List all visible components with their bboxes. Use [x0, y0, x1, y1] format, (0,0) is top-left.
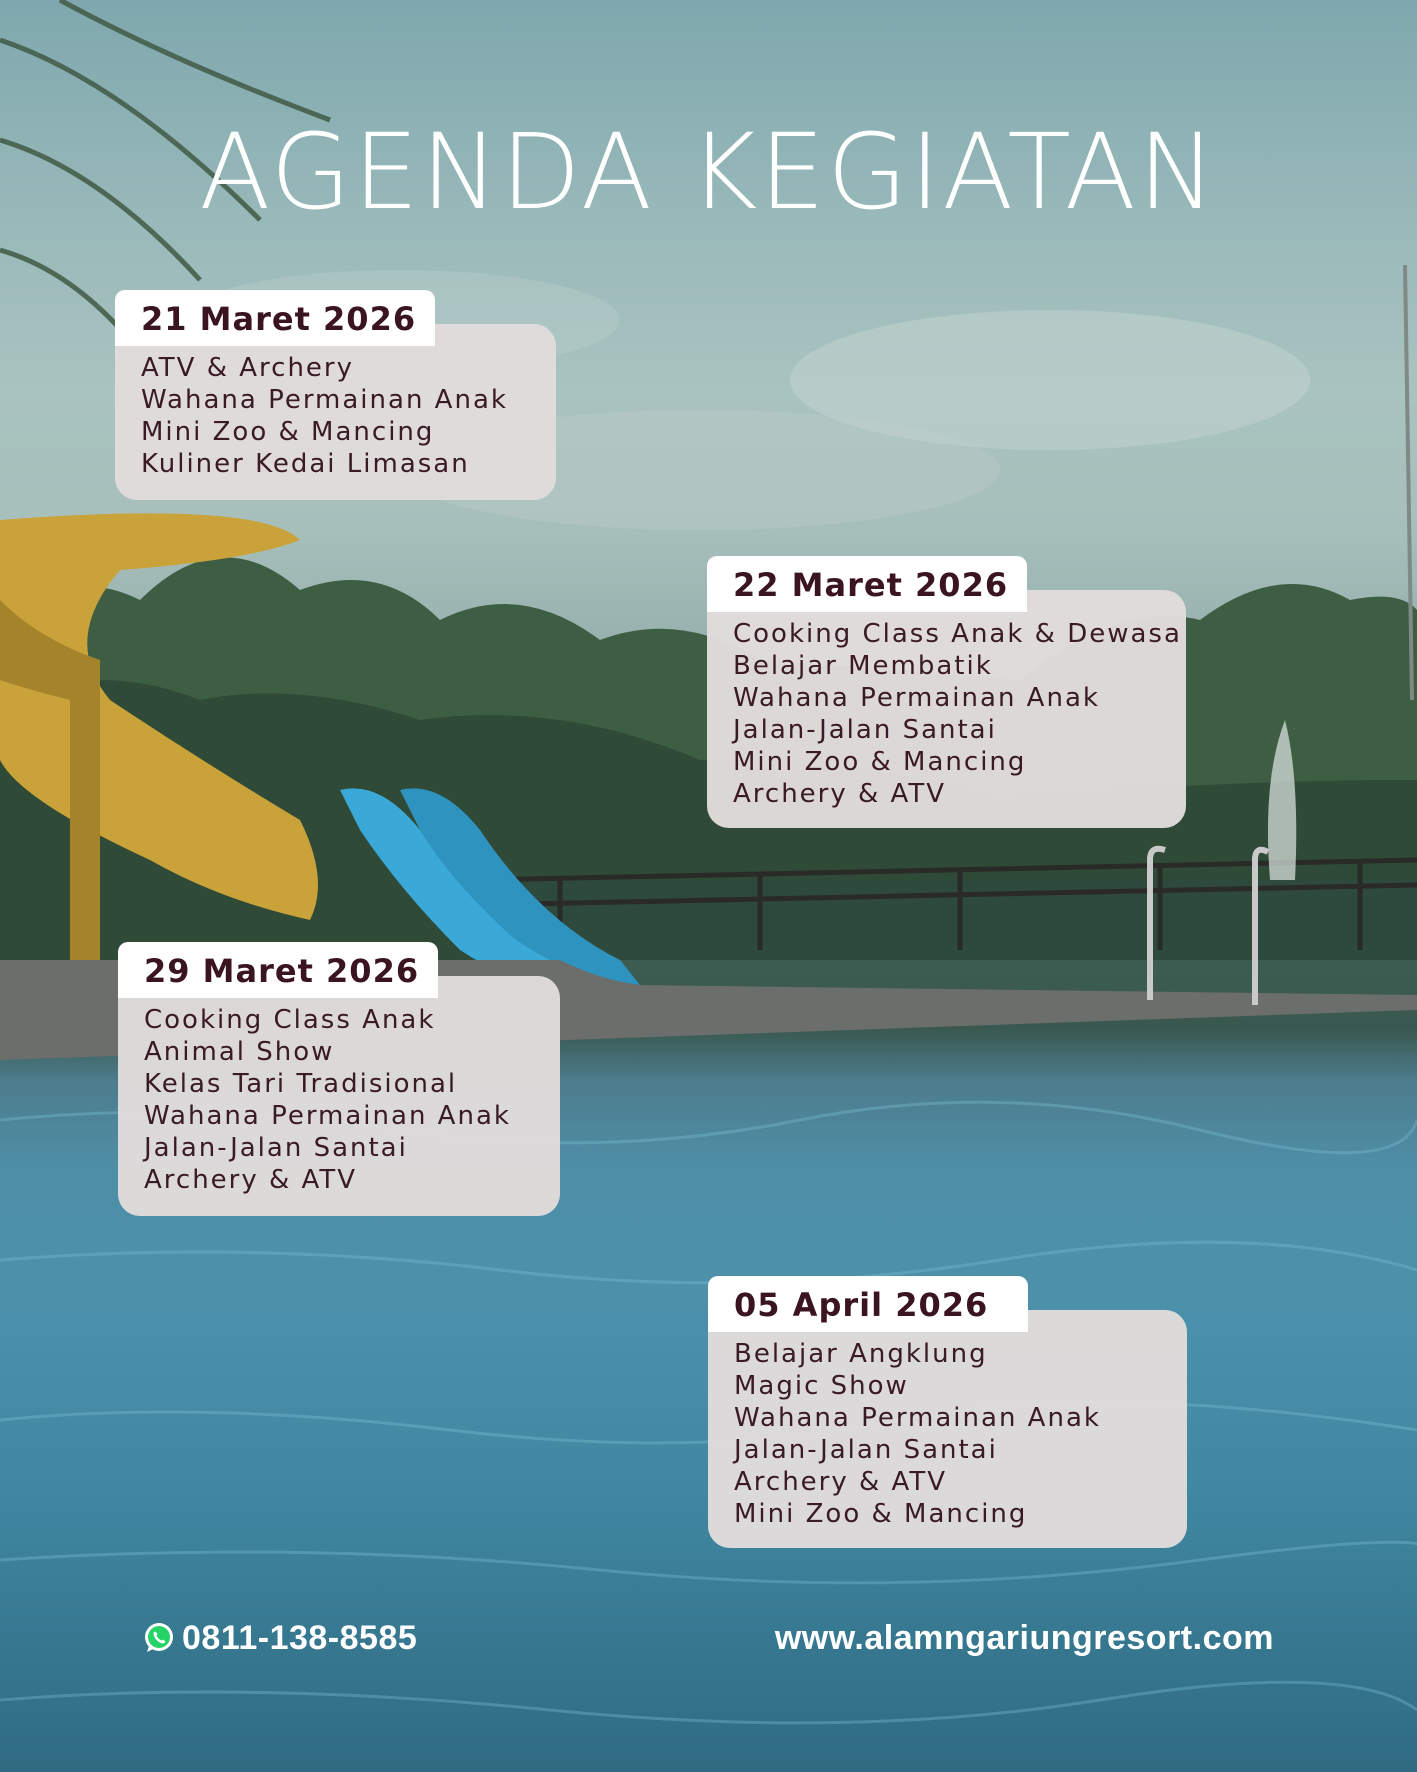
activity-list-panel: [118, 976, 560, 1216]
activity-item: ATV & Archery: [141, 353, 354, 383]
website-link[interactable]: www.alamngariungresort.com: [774, 1619, 1274, 1657]
event-date-label: 21 Maret 2026: [115, 290, 435, 346]
activity-item: Jalan-Jalan Santai: [733, 715, 997, 745]
activity-item: Wahana Permainan Anak: [733, 683, 1100, 713]
activity-item: Archery & ATV: [734, 1467, 947, 1497]
event-date-label: 05 April 2026: [708, 1276, 1028, 1332]
event-card-29-maret: [118, 942, 560, 1216]
activity-item: Mini Zoo & Mancing: [734, 1499, 1028, 1529]
activity-item: Magic Show: [734, 1371, 909, 1401]
activity-item: Belajar Membatik: [733, 651, 993, 681]
activity-item: Cooking Class Anak & Dewasa: [733, 619, 1182, 649]
activity-item: Cooking Class Anak: [144, 1005, 436, 1035]
whatsapp-icon: [142, 1621, 176, 1655]
event-card-05-april: [708, 1276, 1187, 1548]
activity-item: Kuliner Kedai Limasan: [141, 449, 470, 479]
activity-item: Archery & ATV: [733, 779, 946, 809]
event-date-label: 22 Maret 2026: [707, 556, 1027, 612]
activity-item: Wahana Permainan Anak: [734, 1403, 1101, 1433]
activity-item: Wahana Permainan Anak: [141, 385, 508, 415]
activity-item: Jalan-Jalan Santai: [734, 1435, 998, 1465]
phone-number: 0811-138-8585: [182, 1618, 418, 1657]
activity-item: Kelas Tari Tradisional: [144, 1069, 458, 1099]
poster-title: AGENDA KEGIATAN: [199, 111, 1218, 233]
activity-item: Archery & ATV: [144, 1165, 357, 1195]
activity-list-panel: [115, 324, 556, 500]
event-card-22-maret: [707, 556, 1186, 828]
activity-item: Jalan-Jalan Santai: [144, 1133, 408, 1163]
phone-contact[interactable]: [142, 1618, 417, 1658]
activity-item: Mini Zoo & Mancing: [733, 747, 1027, 777]
event-card-21-maret: [115, 290, 556, 500]
activity-list-panel: [708, 1310, 1187, 1548]
event-date-label: 29 Maret 2026: [118, 942, 438, 998]
activity-list-panel: [707, 590, 1186, 828]
activity-item: Animal Show: [144, 1037, 335, 1067]
activity-item: Belajar Angklung: [734, 1339, 988, 1369]
activity-item: Mini Zoo & Mancing: [141, 417, 435, 447]
activity-item: Wahana Permainan Anak: [144, 1101, 511, 1131]
